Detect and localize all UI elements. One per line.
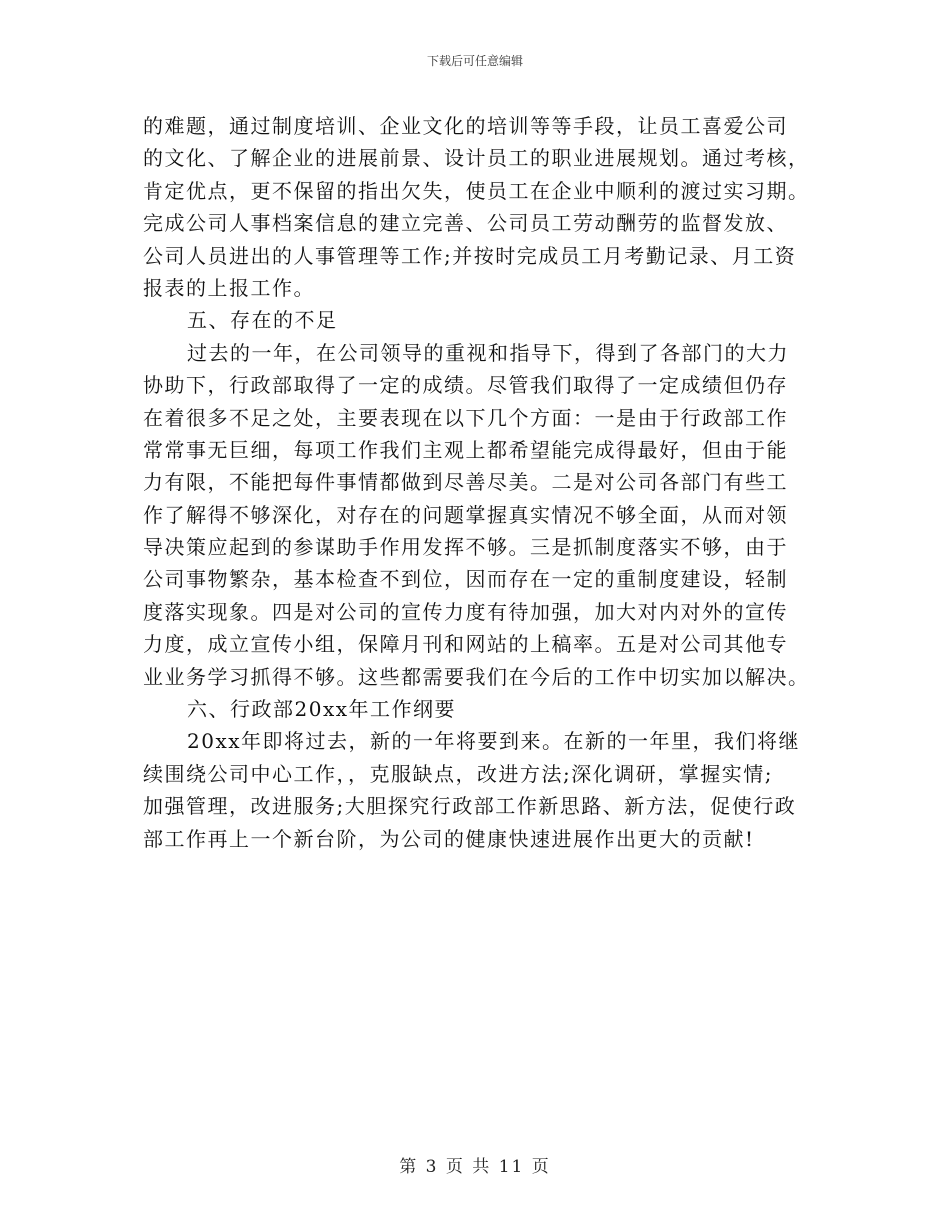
text-line: 续围绕公司中心工作，，克服缺点，改进方法;深化调研，掌握实情; (143, 761, 773, 786)
text-line: 导决策应起到的参谋助手作用发挥不够。三是抓制度落实不够，由于 (143, 535, 788, 560)
text-line: 的文化、了解企业的进展前景、设计员工的职业进展规划。通过考核， (143, 146, 810, 171)
text-line: 公司人员进出的人事管理等工作;并按时完成员工月考勤记录、月工资 (143, 243, 797, 268)
text-line: 完成公司人事档案信息的建立完善、公司员工劳动酬劳的监督发放、 (143, 211, 788, 236)
text-line: 20xx年即将过去，新的一年将要到来。在新的一年里，我们将继 (187, 729, 801, 754)
page-number: 第 3 页 共 11 页 (399, 1157, 551, 1177)
text-line: 度落实现象。四是对公司的宣传力度有待加强，加大对内对外的宣传 (143, 599, 788, 624)
text-line: 的难题，通过制度培训、企业文化的培训等等手段，让员工喜爱公司 (143, 114, 788, 138)
text-line: 部工作再上一个新台阶，为公司的健康快速进展作出更大的贡献! (143, 826, 755, 851)
text-line: 协助下，行政部取得了一定的成绩。尽管我们取得了一定成绩但仍存 (143, 373, 788, 398)
text-line: 加强管理，改进服务;大胆探究行政部工作新思路、新方法，促使行政 (143, 794, 797, 819)
text-line: 作了解得不够深化，对存在的问题掌握真实情况不够全面，从而对领 (143, 502, 788, 527)
text-line: 公司事物繁杂，基本检查不到位，因而存在一定的重制度建设，轻制 (143, 567, 788, 592)
text-line: 常常事无巨细，每项工作我们主观上都希望能完成得最好，但由于能 (143, 437, 788, 462)
page-header: 下载后可任意编辑 (426, 54, 523, 68)
text-line: 报表的上报工作。 (143, 275, 315, 300)
text-line: 在着很多不足之处，主要表现在以下几个方面：一是由于行政部工作 (143, 405, 788, 430)
text-line: 力有限，不能把每件事情都做到尽善尽美。二是对公司各部门有些工 (143, 470, 788, 495)
text-line: 过去的一年，在公司领导的重视和指导下，得到了各部门的大力 (187, 340, 789, 365)
text-line: 肯定优点，更不保留的指出欠失，使员工在企业中顺利的渡过实习期。 (143, 178, 810, 203)
document-body (143, 110, 843, 855)
text-line: 业业务学习抓得不够。这些都需要我们在今后的工作中切实加以解决。 (143, 664, 810, 689)
text-line: 力度，成立宣传小组，保障月刊和网站的上稿率。五是对公司其他专 (143, 632, 788, 657)
section-heading-work-plan: 六、行政部20xx年工作纲要 (187, 697, 457, 722)
section-heading-shortcomings: 五、存在的不足 (187, 308, 338, 333)
